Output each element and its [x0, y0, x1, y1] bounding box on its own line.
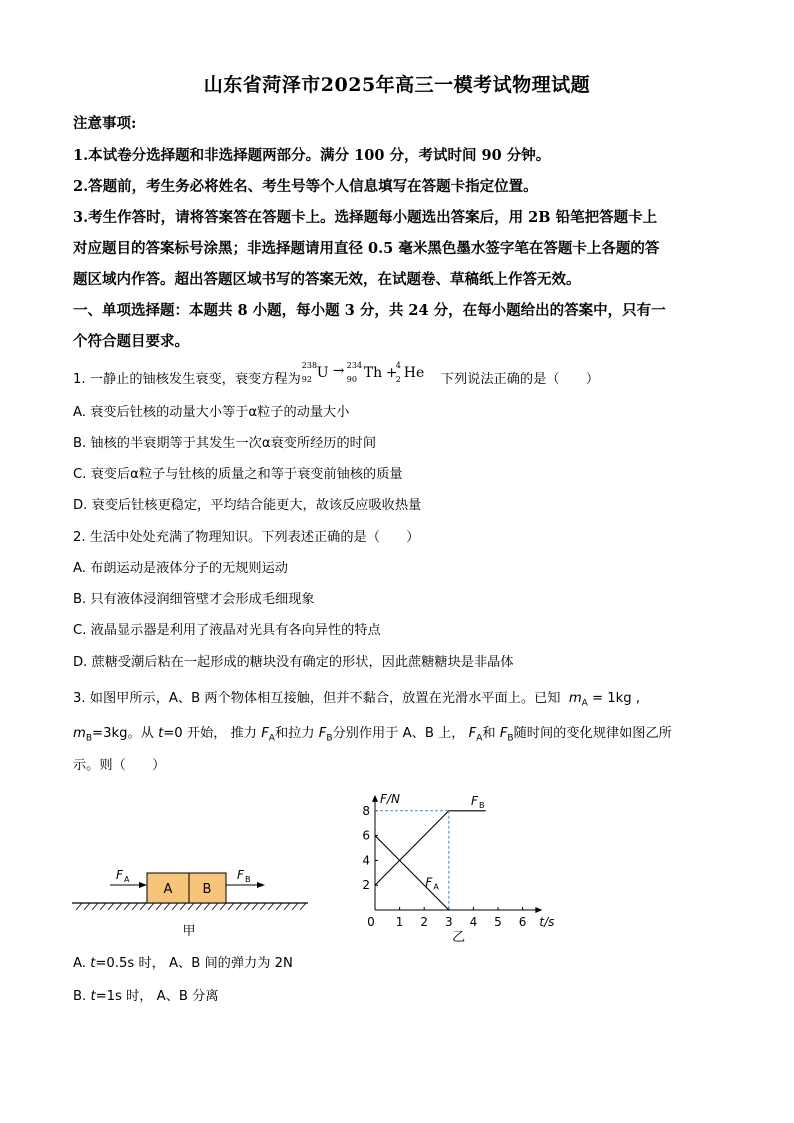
q3-stem-line3: 示。则（ ） — [73, 758, 166, 773]
q3-stem-line1 — [73, 687, 640, 709]
section-heading-line2: 个符合题目要求。 — [73, 333, 189, 350]
y-tick-label: 2 — [362, 878, 370, 893]
q2-option-d: D. 蔗糖受潮后粘在一起形成的糖块没有确定的形状，因此蔗糖糖块是非晶体 — [73, 655, 514, 670]
he-mass: 4 — [395, 361, 401, 370]
x-axis-arrow — [535, 907, 542, 913]
th-z: 90 — [346, 375, 357, 384]
q1-option-a: A. 衰变后钍核的动量大小等于α粒子的动量大小 — [73, 405, 350, 420]
q3-text-d: 分别作用于 A、B 上， — [332, 726, 469, 741]
x-tick-label: 0 — [367, 915, 375, 929]
q1-stem-post: 下列说法正确的是（ ） — [440, 372, 600, 387]
th-mass: 234 — [346, 361, 363, 370]
mass-a-value: = 1kg , — [587, 691, 641, 706]
series-line-FB — [375, 811, 486, 885]
he-z: 2 — [395, 375, 401, 384]
series-label-fa: F — [425, 875, 433, 890]
q3-fa-2: F — [468, 726, 477, 741]
q1-stem — [73, 361, 600, 387]
series-lines — [375, 791, 486, 910]
fb-label-sub: B — [245, 875, 251, 884]
q3-text-e: 和 — [482, 726, 500, 741]
y-tick-label: 4 — [362, 853, 370, 868]
q3-option-b — [73, 985, 219, 1004]
notice-item-2: 2.答题前，考生务必将姓名、考生号等个人信息填写在答题卡指定位置。 — [73, 178, 538, 195]
q3-stem-text: 3. 如图甲所示，A、B 两个物体相互接触，但并不黏合，放置在光滑水平面上。已知 — [73, 691, 561, 706]
q3-fb-2: F — [499, 726, 508, 741]
q3-fb: F — [318, 726, 327, 741]
y-ticks — [362, 804, 378, 892]
q2-option-b: B. 只有液体浸润细管壁才会形成毛细现象 — [73, 592, 315, 607]
fa-label-sub: A — [124, 875, 130, 884]
q3-fa-sub: A — [268, 733, 275, 744]
q3-text-c: 和拉力 — [274, 726, 319, 741]
arrow: → — [332, 363, 345, 379]
q3-option-a-t: t — [90, 956, 96, 971]
q3-text-b: =0 开始， 推力 — [163, 726, 262, 741]
q2-option-c: C. 液晶显示器是利用了液晶对光具有各向异性的特点 — [73, 623, 381, 638]
y-tick-label: 8 — [362, 803, 370, 818]
mass-a-sub: A — [581, 698, 588, 709]
fa-label: F — [116, 868, 123, 882]
q3-fa-sub-2: A — [476, 733, 483, 744]
fb-label: F — [237, 868, 244, 882]
mass-b-symbol: m — [73, 726, 86, 741]
figure-jia-caption: 甲 — [182, 924, 196, 939]
section-heading-line1: 一、单项选择题：本题共 8 小题，每小题 3 分，共 24 分，在每小题给出的答案中，只有一 — [73, 302, 666, 319]
u-z: 92 — [301, 375, 312, 384]
q1-option-c: C. 衰变后α粒子与钍核的质量之和等于衰变前铀核的质量 — [73, 467, 403, 482]
ground-hatching — [76, 903, 306, 910]
q3-option-a — [73, 952, 293, 971]
q3-fa: F — [261, 726, 269, 741]
series-label-fa-sub: A — [433, 882, 439, 892]
x-tick-label: 3 — [444, 915, 453, 929]
q3-option-b-pre: B. — [73, 989, 91, 1004]
series-line-FA — [375, 836, 449, 910]
series-label-fb-sub: B — [478, 800, 485, 810]
mass-a-symbol: m — [568, 691, 582, 706]
x-tick-label: 1 — [395, 915, 404, 929]
y-axis-label: F/N — [380, 791, 400, 806]
figure-yi-chart — [355, 780, 555, 945]
notice-item-3: 3.考生作答时，请将答案答在答题卡上。选择题每小题选出答案后，用 2B 铅笔把答题卡上 — [73, 209, 658, 226]
q3-option-b-post: =1s 时， A、B 分离 — [95, 989, 219, 1004]
series-label-fb: F — [470, 793, 478, 808]
fa-arrowhead — [139, 882, 147, 888]
x-tick-label: 6 — [518, 915, 527, 929]
notice-item-1: 1.本试卷分选择题和非选择题两部分。满分 100 分，考试时间 90 分钟。 — [73, 147, 551, 164]
q3-text-f: 随时间的变化规律如图乙所 — [513, 726, 672, 741]
x-tick-label: 4 — [469, 915, 478, 929]
u-mass: 238 — [301, 361, 318, 370]
notice-item-3-cont2: 题区域内作答。超出答题区域书写的答案无效，在试题卷、草稿纸上作答无效。 — [73, 271, 581, 288]
q3-stem-line2 — [73, 722, 672, 744]
q1-option-d: D. 衰变后钍核更稳定，平均结合能更大，故该反应吸收热量 — [73, 498, 422, 513]
q1-stem-pre: 1. 一静止的铀核发生衰变，衰变方程为 — [73, 372, 301, 387]
q3-option-a-pre: A. — [73, 956, 91, 971]
q3-fb-sub-2: B — [507, 733, 514, 744]
q3-option-a-post: =0.5s 时， A、B 间的弹力为 2N — [95, 956, 293, 971]
q1-option-b: B. 铀核的半衰期等于其发生一次α衰变所经历的时间 — [73, 436, 377, 451]
block-a-label: A — [163, 882, 173, 897]
y-axis-arrow — [372, 795, 378, 802]
x-tick-label: 5 — [494, 915, 502, 929]
q2-option-a: A. 布朗运动是液体分子的无规则运动 — [73, 561, 288, 576]
notice-item-3-cont1: 对应题目的答案标号涂黑；非选择题请用直径 0.5 毫米黑色墨水签字笔在答题卡上各题的答 — [73, 240, 660, 257]
q2-stem: 2. 生活中处处充满了物理知识。下列表述正确的是（ ） — [73, 530, 420, 545]
x-axis-label: t/s — [539, 915, 555, 929]
decay-equation — [301, 361, 441, 385]
x-tick-label: 2 — [420, 915, 429, 929]
block-b-label: B — [202, 882, 212, 897]
mass-b-sub: B — [85, 733, 93, 744]
figure-jia — [70, 855, 320, 940]
he-symbol: He — [403, 365, 425, 381]
th-symbol: Th — [363, 365, 383, 381]
q3-time-symbol: t — [158, 726, 164, 741]
u-symbol: U — [316, 365, 329, 381]
figure-yi-caption: 乙 — [452, 930, 466, 945]
y-tick-label: 6 — [362, 828, 370, 843]
notice-heading: 注意事项: — [73, 115, 137, 132]
fb-arrowhead — [257, 882, 265, 888]
plus: + — [385, 365, 398, 381]
page-title: 山东省菏泽市2025年高三一模考试物理试题 — [203, 74, 591, 96]
q3-fb-sub: B — [326, 733, 333, 744]
q3-option-b-t: t — [90, 989, 96, 1004]
q3-text-a: =3kg。从 — [92, 726, 159, 741]
